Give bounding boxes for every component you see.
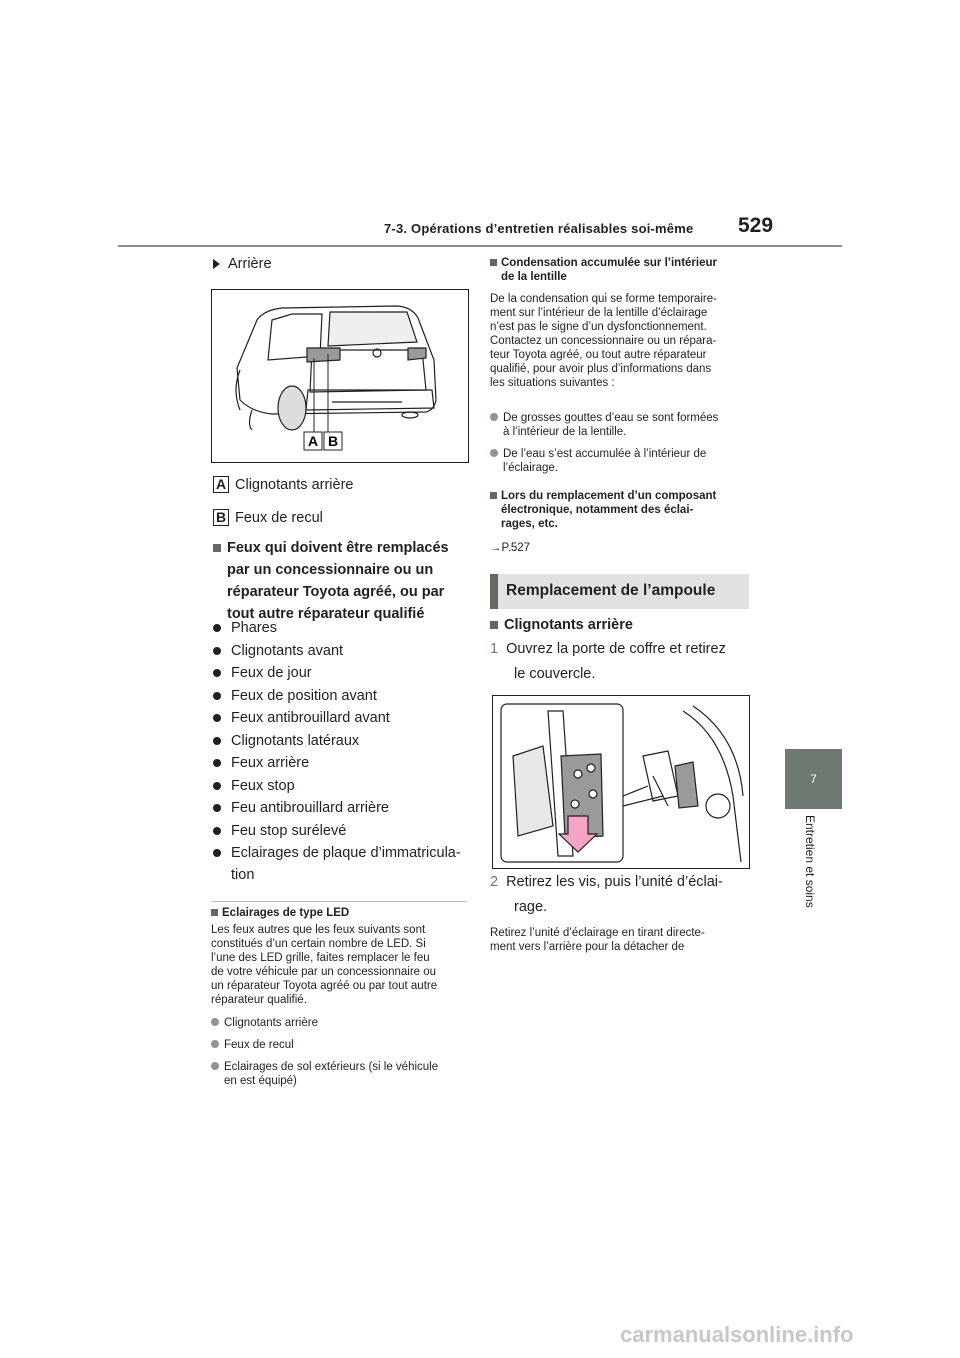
list-item: Phares	[213, 617, 461, 640]
condensation-list: De grosses gouttes d’eau se sont formées à l’intérieur de la lentille. De l’eau s’est accumulée à l’intérieur de l’éclairage.	[490, 411, 718, 475]
replace-heading: Feux qui doivent être remplacés par un concessionnaire ou un réparateur Toyota agréé, ou par tout autre réparateur qualifié	[213, 537, 449, 625]
square-bullet-icon	[490, 259, 497, 266]
bullet-icon	[490, 413, 498, 421]
legend-item-b: B Feux de recul	[213, 507, 323, 529]
condensation-heading: Condensation accumulée sur l’intérieur de la lentille	[490, 256, 717, 284]
list-item: Feux de jour	[213, 662, 461, 685]
triangle-bullet-icon	[213, 259, 220, 269]
rear-vehicle-figure	[211, 289, 469, 463]
chapter-label: Entretien et soins	[803, 815, 817, 908]
step-2: 2 Retirez les vis, puis l’unité d’éclai- rage.	[490, 874, 723, 915]
bullet-icon	[211, 1062, 219, 1070]
bullet-icon	[213, 827, 221, 835]
rear-heading: Arrière	[213, 253, 272, 275]
callout-a: A	[307, 433, 319, 449]
subsection-heading: Clignotants arrière	[490, 614, 633, 636]
led-note: Eclairages de type LED Les feux autres que les feux suivants sont constitués d’un certain nombre de LED. Si l’une des LED grille, faites remplacer le feu de votre véhicule par un concessionnaire ou un réparateur Toyota agréé ou par tout autre réparateur qualifié. Clignotants arrière Feux de recul Eclairages de sol extérieurs (si le véhicule en est équipé)	[211, 906, 471, 1088]
taillight-cover-illustration	[493, 696, 749, 868]
rear-suv-illustration	[212, 290, 468, 462]
square-bullet-icon	[211, 909, 218, 916]
bullet-icon	[213, 782, 221, 790]
list-item: Clignotants avant	[213, 640, 461, 663]
page-number: 529	[738, 214, 774, 237]
header-divider	[118, 245, 842, 247]
list-item: Clignotants arrière	[211, 1016, 471, 1030]
square-bullet-icon	[490, 492, 497, 499]
section-title: Remplacement de l’ampoule	[506, 582, 716, 599]
bullet-icon	[213, 849, 221, 857]
square-bullet-icon	[213, 544, 221, 552]
legend-key-b: B	[213, 509, 229, 526]
chapter-tab[interactable]: 7	[785, 749, 842, 809]
bullet-icon	[213, 669, 221, 677]
bullet-icon	[213, 737, 221, 745]
step-2-note: Retirez l’unité d’éclairage en tirant directe- ment vers l’arrière pour la détacher de	[490, 927, 705, 953]
list-item: Feux stop	[213, 775, 461, 798]
led-divider	[211, 901, 467, 902]
list-item: Feux arrière	[213, 752, 461, 775]
legend-key-a: A	[213, 476, 229, 493]
list-item: Feu antibrouillard arrière	[213, 797, 461, 820]
condensation-paragraph: De la condensation qui se forme temporaire- ment sur l’intérieur de la lentille d’éclairage n’est pas le signe d’un dysfonctionnement. Contactez un concessionnaire ou un répara- teur Toyota agréé, ou tout autre réparateur qualifié, pour avoir plus d’informations dans les situations suivantes :	[490, 293, 717, 389]
list-item: De l’eau s’est accumulée à l’intérieur de	[490, 447, 718, 461]
bullet-icon	[211, 1018, 219, 1026]
taillight-figure	[492, 695, 750, 869]
list-item: Feu stop surélevé	[213, 820, 461, 843]
bullet-icon	[213, 692, 221, 700]
section-title-bar	[490, 574, 749, 609]
bullet-icon	[211, 1040, 219, 1048]
list-item: De grosses gouttes d’eau se sont formées	[490, 411, 718, 425]
watermark: carmanualsonline.info	[620, 1322, 854, 1347]
bullet-icon	[213, 804, 221, 812]
list-item: Feux de recul	[211, 1038, 471, 1052]
list-item: Feux de position avant	[213, 685, 461, 708]
list-item: Eclairages de plaque d’immatricula-	[213, 842, 461, 864]
step-number: 1	[490, 641, 499, 657]
list-item: Feux antibrouillard avant	[213, 707, 461, 730]
replace-list: Phares Clignotants avant Feux de jour Feux de position avant Feux antibrouillard avant Clignotants latéraux Feux arrière Feux stop Feu antibrouillard arrière Feu stop surélevé Eclairages de plaque d’immatricula- tion	[213, 617, 461, 886]
electronic-heading: Lors du remplacement d’un composant électronique, notamment des éclai- rages, etc.	[490, 489, 716, 531]
bullet-icon	[490, 449, 498, 457]
callout-b: B	[327, 433, 339, 449]
list-item: Eclairages de sol extérieurs (si le véhicule	[211, 1060, 471, 1074]
bullet-icon	[213, 759, 221, 767]
step-number: 2	[490, 874, 499, 890]
bullet-icon	[213, 624, 221, 632]
list-item: Clignotants latéraux	[213, 730, 461, 753]
bullet-icon	[213, 714, 221, 722]
square-bullet-icon	[490, 621, 498, 629]
legend-item-a: A Clignotants arrière	[213, 474, 353, 496]
bullet-icon	[213, 647, 221, 655]
page-reference-link[interactable]: →P.527	[490, 542, 531, 554]
step-1: 1 Ouvrez la porte de coffre et retirez le couvercle.	[490, 641, 726, 682]
header-section-title: 7-3. Opérations d’entretien réalisables soi-même	[384, 221, 694, 236]
